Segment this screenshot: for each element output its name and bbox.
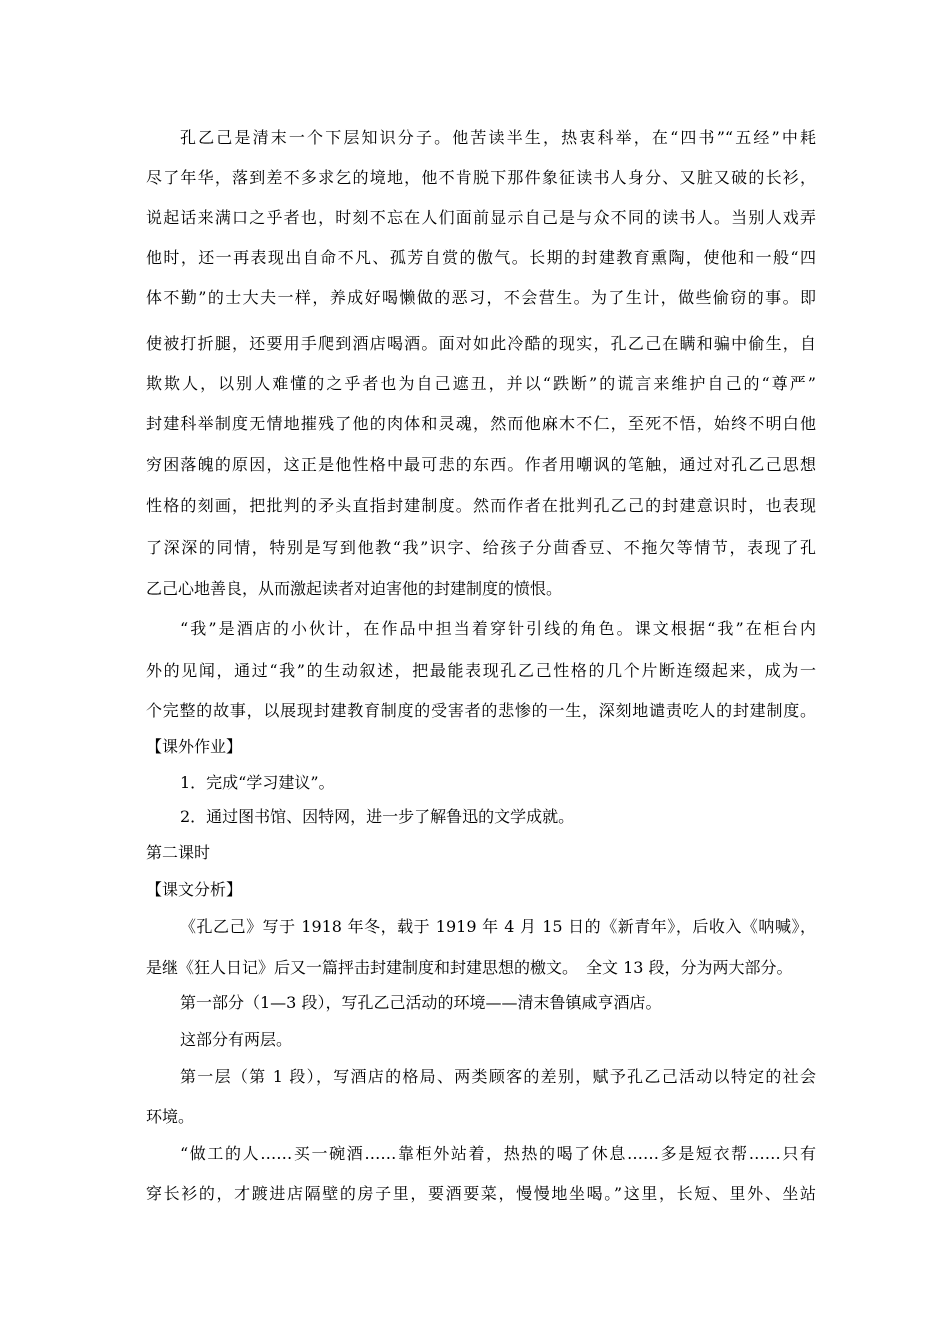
paragraph-line: 环境。 <box>146 1107 195 1126</box>
paragraph-line: 是继《狂人日记》后又一篇抨击封建制度和封建思想的檄文。 全文 13 段，分为两大部分。 <box>146 958 793 977</box>
paragraph-line: 他时，还一再表现出自命不凡、孤芳自赏的傲气。长期的封建教育熏陶，使他和一般“四 <box>146 248 816 267</box>
paragraph-line: 乙己心地善良，从而激起读者对迫害他的封建制度的愤恨。 <box>146 579 563 598</box>
homework-item-2: 2．通过图书馆、因特网，进一步了解鲁迅的文学成就。 <box>180 807 575 826</box>
homework-item-1: 1．完成“学习建议”。 <box>180 773 335 792</box>
paragraph-line: 说起话来满口之乎者也，时刻不忘在人们面前显示自己是与众不同的读书人。当别人戏弄 <box>146 208 816 227</box>
paragraph-line: 第一部分（1—3 段），写孔乙己活动的环境——清末鲁镇咸亨酒店。 <box>180 993 662 1012</box>
paragraph-line: 穷困落魄的原因，这正是他性格中最可悲的东西。作者用嘲讽的笔触，通过对孔乙己思想 <box>146 455 816 474</box>
paragraph-line: “我”是酒店的小伙计，在作品中担当着穿针引线的角色。课文根据“我”在柜台内 <box>180 619 816 638</box>
paragraph-line: 封建科举制度无情地摧残了他的肉体和灵魂，然而他麻木不仁，至死不悟，始终不明白他 <box>146 414 816 433</box>
paragraph-line: 使被打折腿，还要用手爬到酒店喝酒。面对如此冷酷的现实，孔乙己在瞒和骗中偷生，自 <box>146 334 816 353</box>
paragraph-line: 外的见闻，通过“我”的生动叙述，把最能表现孔乙己性格的几个片断连缀起来，成为一 <box>146 661 816 680</box>
paragraph-line: 欺欺人，以别人难懂的之乎者也为自己遮丑，并以“跌断”的谎言来维护自己的“尊严” <box>146 374 816 393</box>
section-heading-analysis: 【课文分析】 <box>146 880 243 899</box>
paragraph-line: 性格的刻画，把批判的矛头直指封建制度。然而作者在批判孔乙己的封建意识时，也表现 <box>146 496 816 515</box>
paragraph-line: 了深深的同情，特别是写到他教“我”识字、给孩子分茴香豆、不拖欠等情节，表现了孔 <box>146 538 816 557</box>
paragraph-line: 《孔乙己》写于 1918 年冬，载于 1919 年 4 月 15 日的《新青年》，后收入《呐喊》， <box>180 917 816 936</box>
section-heading-homework: 【课外作业】 <box>146 737 243 756</box>
paragraph-line: 体不勤”的士大夫一样，养成好喝懒做的恶习，不会营生。为了生计，做些偷窃的事。即 <box>146 288 816 307</box>
paragraph-line: “做工的人……买一碗酒……靠柜外站着，热热的喝了休息……多是短衣帮……只有 <box>180 1144 816 1163</box>
paragraph-line: 第一层（第 1 段），写酒店的格局、两类顾客的差别，赋予孔乙己活动以特定的社会 <box>180 1067 816 1086</box>
paragraph-line: 孔乙己是清末一个下层知识分子。他苦读半生，热衷科举，在“四书”“五经”中耗 <box>180 128 816 147</box>
paragraph-line: 尽了年华，落到差不多求乞的境地，他不肯脱下那件象征读书人身分、又脏又破的长衫， <box>146 168 816 187</box>
paragraph-line: 个完整的故事，以展现封建教育制度的受害者的悲惨的一生，深刻地谴责吃人的封建制度。 <box>146 701 816 720</box>
paragraph-line: 穿长衫的，才踱进店隔壁的房子里，要酒要菜，慢慢地坐喝。”这里，长短、里外、坐站 <box>146 1184 816 1203</box>
lesson-heading: 第二课时 <box>146 843 211 862</box>
paragraph-line: 这部分有两层。 <box>180 1030 293 1049</box>
